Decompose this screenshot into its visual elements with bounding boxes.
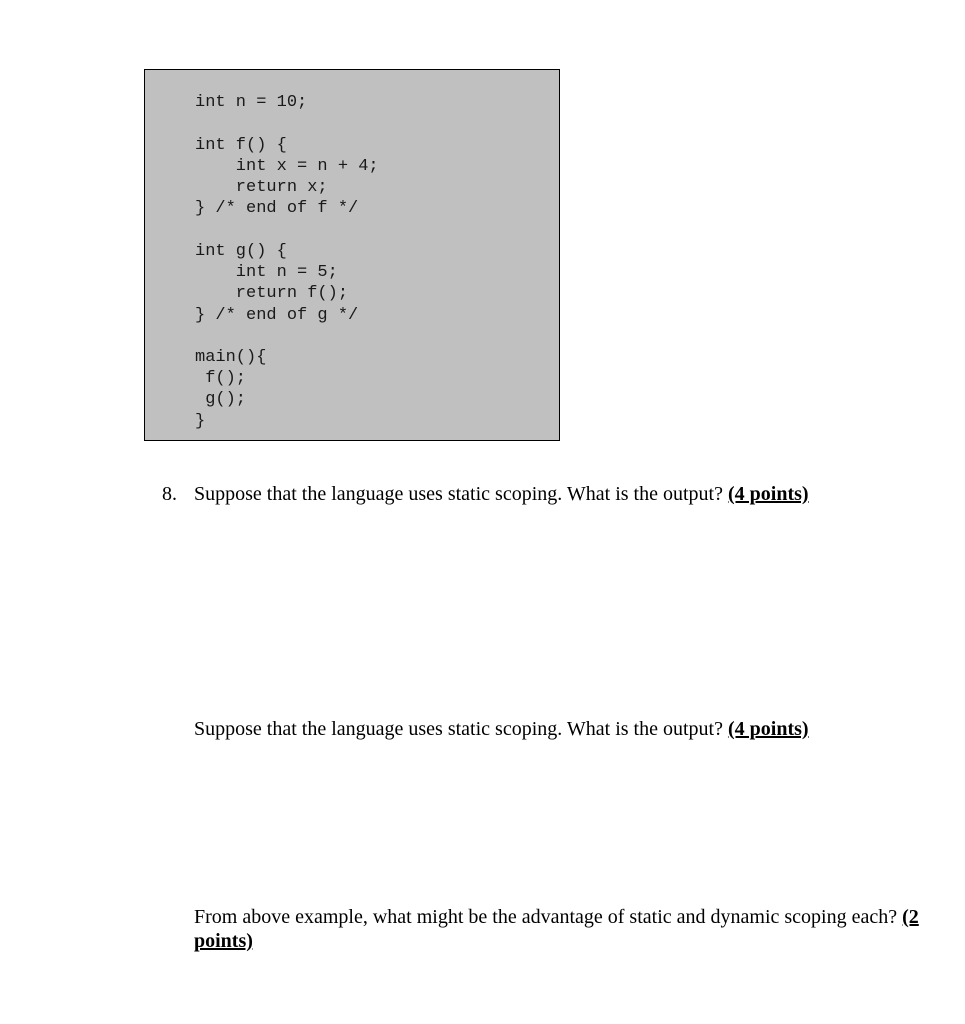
code-line: int n = 10;: [195, 93, 308, 112]
code-line: } /* end of g */: [195, 306, 359, 325]
question-8: [194, 482, 809, 506]
question-text: From above example, what might be the advantage of static and dynamic scoping each?: [194, 906, 898, 928]
code-block: [144, 69, 560, 441]
question-8c: [194, 905, 934, 953]
question-points: (4 points): [727, 718, 809, 740]
code-line: return x;: [195, 178, 328, 197]
code-line: main(){: [195, 348, 267, 367]
question-8b: [194, 717, 809, 741]
code-line: }: [195, 412, 206, 431]
code-line: f();: [195, 369, 247, 388]
code-line: int n = 5;: [195, 263, 338, 282]
code-line: } /* end of f */: [195, 199, 359, 218]
code-line: g();: [195, 390, 247, 409]
code-line: int g() {: [195, 242, 287, 261]
code-line: int f() {: [195, 136, 287, 155]
code-line: int x = n + 4;: [195, 157, 379, 176]
question-text: Suppose that the language uses static scoping. What is the output?: [194, 718, 723, 740]
code-line: return f();: [195, 284, 349, 303]
question-points: (2 points): [194, 906, 919, 952]
question-text: Suppose that the language uses static scoping. What is the output?: [194, 483, 723, 505]
question-number: 8.: [162, 483, 177, 505]
question-points: (4 points): [727, 483, 809, 505]
